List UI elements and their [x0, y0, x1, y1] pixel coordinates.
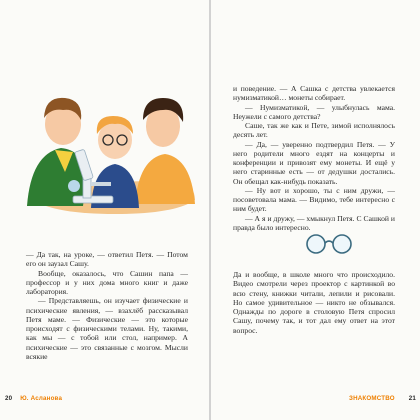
left-page-text — [26, 250, 188, 361]
paragraph: — Да, — уверенно подтвердил Петя. — У него родители много ездят на концерты и конференции и привозят ему монеты. И ещё у него старинные есть — от дедушки достались. Он обещал как-нибудь показать. — [233, 139, 395, 186]
paragraph: Да и вообще, в школе много что происходило. Видео смотрели через проектор с картинкой во всю стену, книжки читали, лепили и рисовали. Но самое удивительное — никто не обзывался. Однажды по дороге в столовую Петя спросил Сашу, почему так, и тот дал ему ответ на этот вопрос. — [233, 270, 395, 335]
right-page-text-lower — [233, 270, 395, 335]
right-boy-shirt — [135, 154, 195, 204]
page-number: 20 — [5, 395, 13, 402]
children-microscope-illustration — [25, 76, 197, 221]
paragraph: — Нумизматикой, — улыбнулась мама. Неужели с самого детства? — [233, 102, 395, 121]
running-chapter-title: ЗНАКОМСТВО — [349, 395, 395, 402]
microscope-light — [68, 180, 80, 192]
paragraph: — Ну вот и хорошо, ты с ним дружи, — посоветовала мама. — Видимо, тебе интересно с ним будет. — [233, 185, 395, 214]
left-footer — [5, 395, 62, 402]
paragraph: Саше, так же как и Пете, зимой исполнялось десять лет. — [233, 121, 395, 140]
paragraph: и поведение. — А Сашка с детства увлекается нумизматикой… монеты собирает. — [233, 84, 395, 103]
right-footer — [349, 395, 416, 402]
paragraph: — А я и дружу, — хмыкнул Петя. С Сашкой и правда было интересно. — [233, 213, 395, 232]
page-number: 21 — [408, 395, 416, 402]
microscope-base — [73, 196, 113, 203]
paragraph: — Да так, на уроке, — ответил Петя. — Потом его он заузал Сашу. — [26, 250, 188, 269]
paragraph: Вообще, оказалось, что Сашин папа — профессор и у них дома много книг и даже лаборатория. — [26, 268, 188, 296]
running-author: Ю. Асланова — [20, 395, 63, 402]
glasses-icon — [303, 233, 355, 255]
right-page — [211, 0, 420, 420]
microscope-stage — [91, 182, 111, 186]
right-page-text — [233, 84, 395, 232]
left-page — [0, 0, 209, 420]
paragraph: — Представляешь, он изучает физические и психические явления, — взахлёб рассказывал Петя маме. — Физические — это которые происходят с физическими телами. Ну, такими, как мы — с тобой или стол, например. А психические — это связанные с мозгом. Мысли всякие — [26, 296, 188, 361]
